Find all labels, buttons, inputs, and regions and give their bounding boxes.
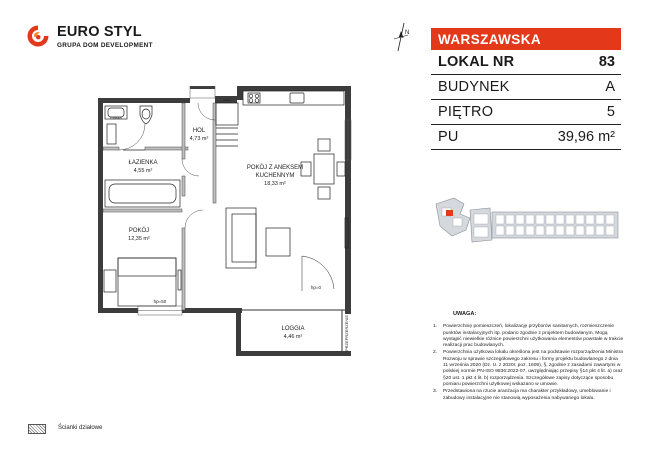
brand-name: EURO STYL: [57, 24, 142, 40]
plan-label-window-sill: hp=50: [153, 299, 167, 304]
info-row-value: 5: [606, 104, 615, 120]
project-title: WARSZAWSKA: [431, 28, 621, 50]
info-row-label: LOKAL NR: [438, 54, 515, 70]
room-name-pokoj-aneks-line2: KUCHENNYM: [255, 173, 295, 179]
note-text: Powierzchnia użytkowa lokalu określona jest na podstawie rozporządzenia Ministra Rozwoju w sprawie szczegółowego zakresu i formy projektu budowlanego z dnia 11 września 2020 (Dz. U. z 2020r. poz. 1609), §, zgodnie z zasadami zawartymi w polskiej normie PN-ISO 9836:2022-07, uwzględniając przepisy §14 pkt 4 lit. a) oraz §20 ust. 1 pkt 4 lit. b) rozporządzenia. Szczegółowe zapisy dotyczące sposobu pomiaru powierzchni użytkowej wskazano w umowie.: [443, 350, 623, 387]
room-name-lazienka: ŁAZIENKA: [128, 160, 158, 166]
note-text: Przedstawiona na rzucie aranżacja ma charakter przykładowy, umeblowanie i zabudowy instalacyjne nie stanowią wyposażenia nabywanego lokalu.: [443, 389, 611, 401]
info-row-unit: [431, 50, 621, 75]
note-number: 1.: [433, 324, 438, 330]
plan-label-mask: maska: [110, 116, 122, 120]
info-row-label: PU: [438, 129, 459, 145]
note-item: [433, 389, 624, 402]
info-row-building: [431, 75, 621, 100]
info-row-value: 83: [598, 54, 615, 70]
plan-label-door-sill: hp=0: [310, 285, 322, 290]
note-item: [433, 324, 624, 349]
room-area-pokoj: 12,35 m²: [128, 236, 150, 242]
notes-title: UWAGA:: [453, 311, 477, 317]
note-text: Powierzchnię pomieszczeń, lokalizację przyborów sanitarnych, rozmieszczenie punktów instalacyjnych itp. podano zgodnie z projektem budowlanym. Mogą wystąpić niewielkie różnice powierzchni użytkowania elementów powstałe w trakcie realizacji prac budowlanych.: [443, 324, 624, 349]
notes-section: [433, 311, 624, 403]
room-area-pokoj-aneks: 18,33 m²: [264, 181, 286, 187]
info-row-value: 39,96 m²: [557, 129, 615, 145]
floor-plan: [98, 86, 362, 356]
building-location-map: [432, 194, 622, 256]
room-area-loggia: 4,46 m²: [283, 334, 303, 340]
info-row-area: [431, 125, 621, 150]
selected-unit-marker: [446, 210, 453, 216]
plan-label-rack: rack: [223, 98, 231, 102]
info-row-value: A: [605, 79, 615, 95]
room-name-pokoj: POKÓJ: [128, 228, 150, 234]
room-area-hol: 4,73 m²: [189, 136, 209, 142]
room-name-pokoj-aneks-line1: POKÓJ Z ANEKSEM: [246, 165, 304, 171]
info-row-floor: [431, 100, 621, 125]
north-compass-icon: [391, 22, 411, 52]
room-area-lazienka: 4,55 m²: [133, 168, 153, 174]
plan-label-przeprzerzenie: PRZEPRZERZENIE: [344, 314, 349, 352]
room-name-hol: HOL: [192, 128, 206, 134]
unit-info-panel: [431, 28, 621, 150]
note-item: [433, 350, 624, 388]
compass-letter: N: [405, 30, 410, 36]
brand-tagline: GRUPA DOM DEVELOPMENT: [57, 42, 153, 49]
room-name-loggia: LOGGIA: [281, 326, 305, 332]
info-row-label: PIĘTRO: [438, 104, 494, 120]
brand-logo: [26, 22, 176, 56]
note-number: 2.: [433, 350, 438, 356]
hatch-swatch-icon: [28, 424, 46, 434]
note-number: 3.: [433, 389, 438, 395]
legend-label: Ścianki działowe: [58, 425, 103, 431]
info-row-label: BUDYNEK: [438, 79, 510, 95]
logo-swirl-icon: [26, 24, 50, 48]
